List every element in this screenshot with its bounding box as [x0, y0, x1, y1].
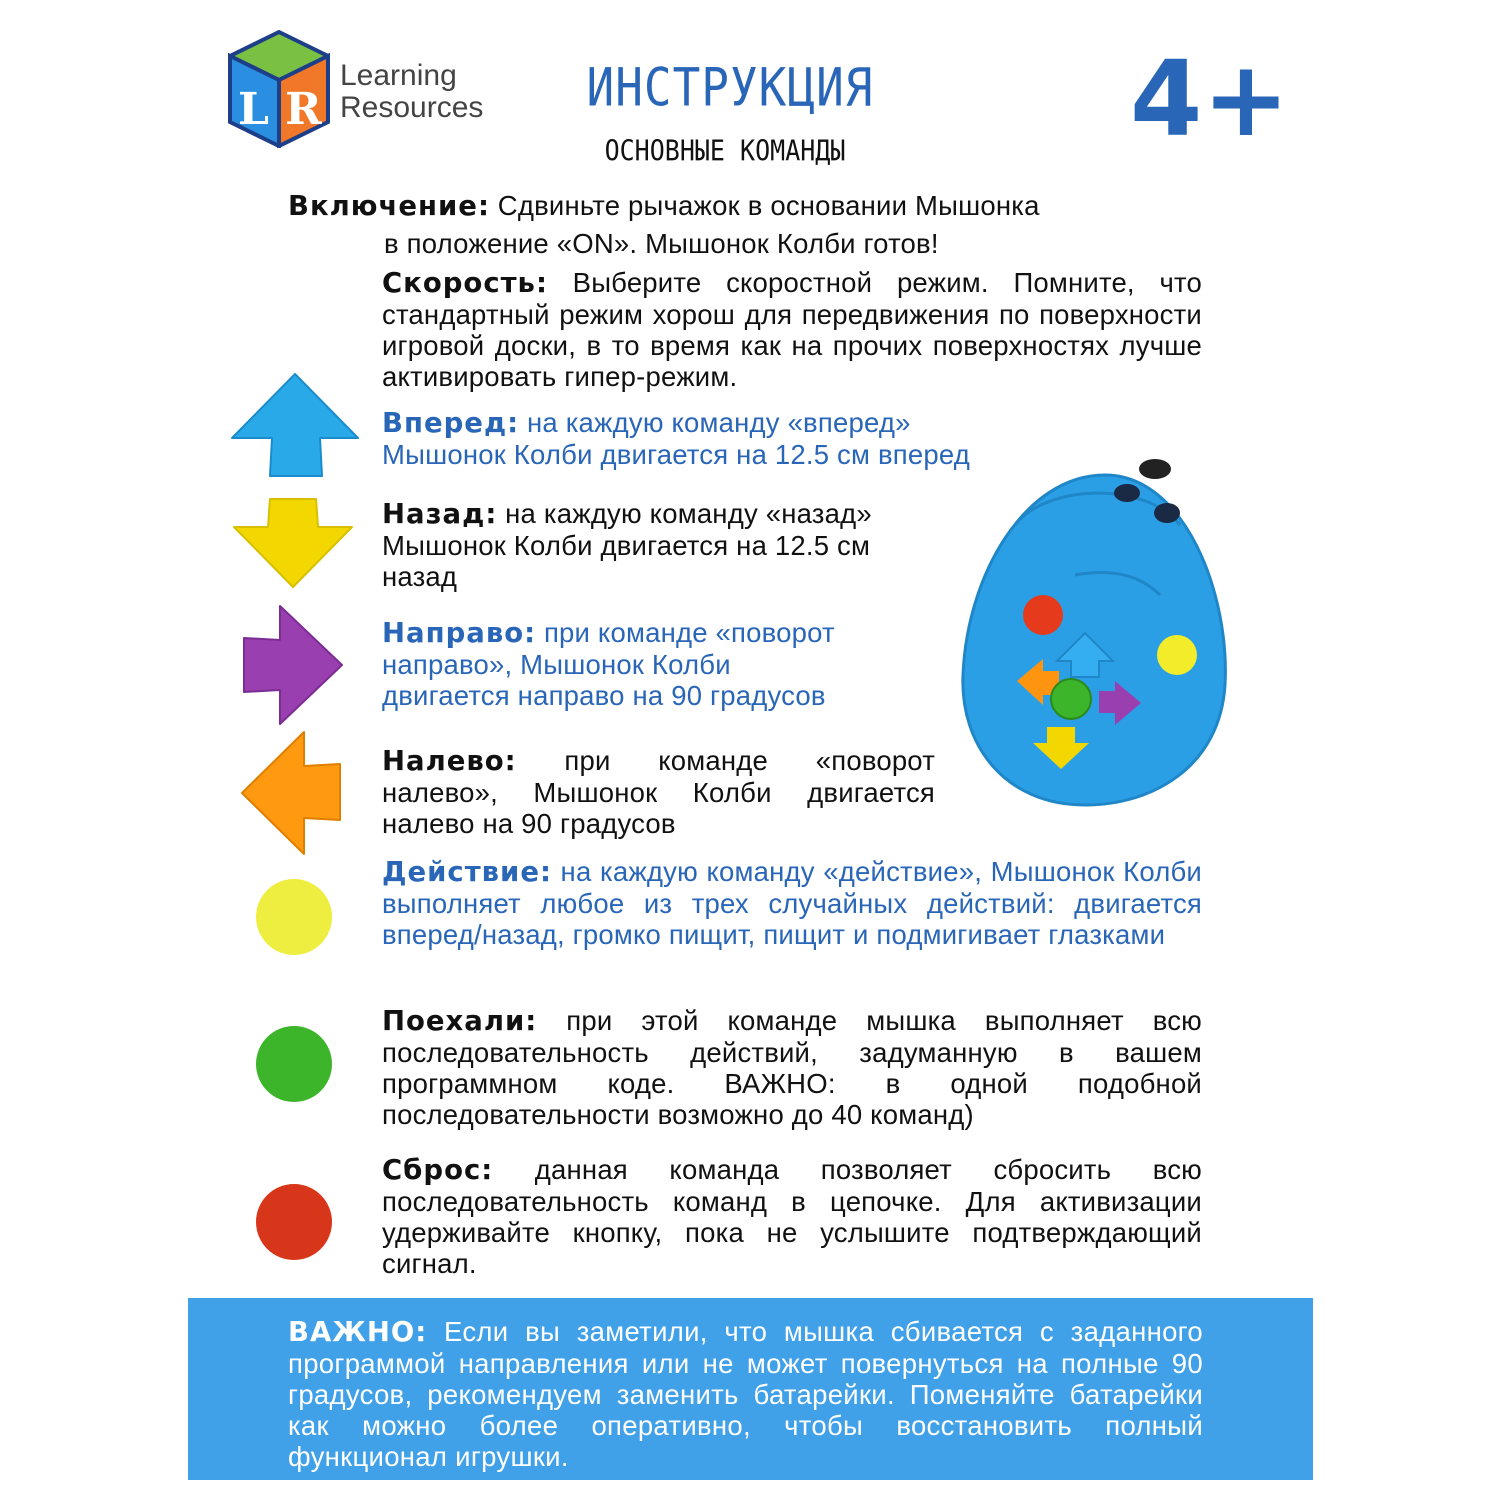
learning-resources-logo	[228, 30, 330, 148]
forward-line2: Мышонок Колби двигается на 12.5 см вперед	[382, 439, 970, 470]
red-dot-icon	[254, 1182, 334, 1262]
arrow-left-icon	[240, 730, 344, 856]
right-line3: двигается направо на 90 градусов	[382, 680, 826, 711]
action-section	[382, 856, 1202, 950]
age-badge: 4+	[1130, 38, 1290, 160]
speed-section	[382, 267, 1202, 392]
logo-line1: Learning	[340, 59, 457, 92]
reset-label: Сброс:	[382, 1154, 494, 1186]
arrow-up-icon	[230, 372, 360, 478]
speed-label: Скорость:	[382, 267, 548, 299]
important-text-block	[288, 1316, 1203, 1472]
go-text: при этой команде мышка выполняет всю последовательность действий, задуманную в вашем программном коде. ВАЖНО: в одной подобной последовательности возможно до 40 команд)	[382, 1005, 1202, 1130]
go-label: Поехали:	[382, 1005, 538, 1037]
right-line1: при команде «поворот	[536, 617, 835, 648]
svg-text:R: R	[285, 84, 322, 135]
right-section	[382, 617, 982, 711]
back-section	[382, 498, 982, 592]
back-label: Назад:	[382, 498, 498, 530]
green-dot-icon	[254, 1024, 334, 1104]
left-text: при команде «поворот налево», Мышонок Колби двигается налево на 90 градусов	[382, 745, 935, 839]
important-text: Если вы заметили, что мышка сбивается с заданного программой направления или не может повернуться на полные 90 градусов, рекомендуем заменить батарейки. Поменяйте батарейки как можно более оперативно, чтобы восстановить полный функционал игрушки.	[288, 1316, 1203, 1472]
left-label: Налево:	[382, 745, 517, 777]
svg-text:L: L	[238, 84, 269, 135]
power-section	[288, 190, 1218, 259]
page-subtitle: ОСНОВНЫЕ КОМАНДЫ	[604, 133, 846, 168]
page-title: ИНСТРУКЦИЯ	[586, 55, 874, 119]
reset-text: данная команда позволяет сбросить всю последовательность команд в цепочке. Для активизации удерживайте кнопку, пока не услышите подтверждающий сигнал.	[382, 1154, 1202, 1279]
go-section	[382, 1005, 1202, 1130]
back-line3: назад	[382, 561, 458, 592]
power-line2: в положение «ON». Мышонок Колби готов!	[384, 228, 939, 259]
logo-wordmark	[340, 60, 540, 124]
arrow-down-icon	[232, 497, 354, 589]
action-label: Действие:	[382, 856, 552, 888]
right-line2: направо», Мышонок Колби	[382, 649, 731, 680]
important-label: ВАЖНО:	[288, 1316, 428, 1348]
forward-label: Вперед:	[382, 407, 520, 439]
arrow-right-icon	[240, 604, 344, 726]
action-text: на каждую команду «действие», Мышонок Колби выполняет любое из трех случайных действий: двигается вперед/назад, громко пищит, пищит и подмигивает глазками	[382, 856, 1202, 950]
reset-section	[382, 1154, 1202, 1279]
logo-line2: Resources	[340, 91, 484, 124]
right-label: Направо:	[382, 617, 537, 649]
back-line2: Мышонок Колби двигается на 12.5 см	[382, 530, 871, 561]
forward-line1: на каждую команду «вперед»	[519, 407, 911, 438]
yellow-dot-icon	[254, 877, 334, 957]
code-mouse-robot-image	[955, 455, 1235, 815]
left-section	[382, 745, 935, 839]
back-line1: на каждую команду «назад»	[497, 498, 872, 529]
speed-text: Выберите скоростной режим. Помните, что стандартный режим хорош для передвижения по поверхности игровой доски, в то время как на прочих поверхностях лучше активировать гипер-режим.	[382, 267, 1202, 392]
important-banner	[188, 1298, 1313, 1480]
power-label: Включение:	[288, 190, 490, 222]
power-line1: Сдвиньте рычажок в основании Мышонка	[489, 190, 1040, 221]
